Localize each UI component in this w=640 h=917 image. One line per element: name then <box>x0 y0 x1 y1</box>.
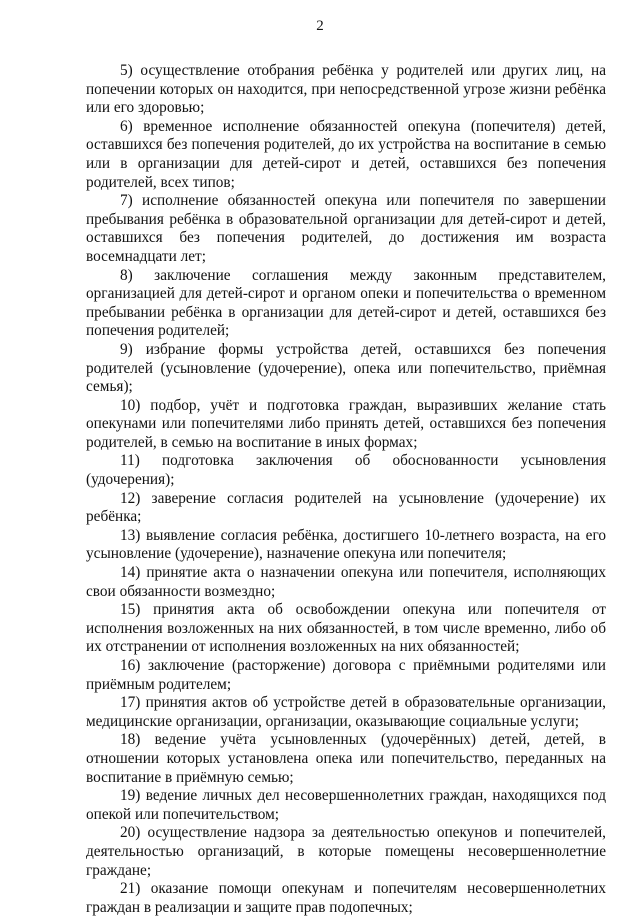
list-item-17: 17) принятия актов об устройстве детей в образовательные организации, медицинские организации, организации, оказывающие социальные услуги; <box>86 694 606 730</box>
list-item-7: 7) исполнение обязанностей опекуна или попечителя по завершении пребывания ребёнка в образовательной организации для детей-сирот и детей, оставшихся без попечения родителей, до достижения им возраста восемнадцати лет; <box>86 192 606 265</box>
list-item-5: 5) осуществление отобрания ребёнка у родителей или других лиц, на попечении которых он находится, при непосредственной угрозе жизни ребёнка или его здоровью; <box>86 62 606 117</box>
list-item-12: 12) заверение согласия родителей на усыновление (удочерение) их ребёнка; <box>86 489 606 526</box>
list-item-16: 16) заключение (расторжение) договора с приёмными родителями или приёмным родителем; <box>86 657 606 693</box>
list-item-8: 8) заключение соглашения между законным представителем, организацией для детей-сирот и органом опеки и попечительства о временном пребывании ребёнка в организации для детей-сирот и детей, оставшихся без попечения родителей; <box>86 266 606 340</box>
page-number: 2 <box>316 18 324 34</box>
list-item-13: 13) выявление согласия ребёнка, достигшего 10-летнего возраста, на его усыновление (удочерение), назначение опекуна или попечителя; <box>86 526 606 563</box>
list-item-21: 21) оказание помощи опекунам и попечителям несовершеннолетних граждан в реализации и защите прав подопечных; <box>86 880 606 916</box>
list-item-10: 10) подбор, учёт и подготовка граждан, выразивших желание стать опекунами или попечителями либо принять детей, оставшихся без попечения родителей, в семью на воспитание в иных формах; <box>86 396 606 451</box>
list-item-20: 20) осуществление надзора за деятельностью опекунов и попечителей, деятельностью организаций, в которые помещены несовершеннолетние граждане; <box>86 824 606 879</box>
list-item-9: 9) избрание формы устройства детей, оставшихся без попечения родителей (усыновление (удочерение), опека или попечительство, приёмная семья); <box>86 340 606 396</box>
list-item-19: 19) ведение личных дел несовершеннолетних граждан, находящихся под опекой или попечительством; <box>86 787 606 823</box>
list-item-14: 14) принятие акта о назначении опекуна или попечителя, исполняющих свои обязанности возмездно; <box>86 564 606 600</box>
document-body <box>86 62 606 917</box>
list-item-15: 15) принятия акта об освобождении опекуна или попечителя от исполнения возложенных на них обязанностей, в том числе временно, либо об их отстранении от исполнения возложенных на них обязанностей; <box>86 601 606 656</box>
list-item-6: 6) временное исполнение обязанностей опекуна (попечителя) детей, оставшихся без попечения родителей, до их устройства на воспитание в семью или в организации для детей-сирот и детей, оставшихся без попечения родителей, всех типов; <box>86 117 606 191</box>
list-item-18: 18) ведение учёта усыновленных (удочерённых) детей, детей, в отношении которых установлена опека или попечительство, переданных на воспитание в приёмную семью; <box>86 731 606 786</box>
list-item-11: 11) подготовка заключения об обоснованности усыновления (удочерения); <box>86 452 606 489</box>
